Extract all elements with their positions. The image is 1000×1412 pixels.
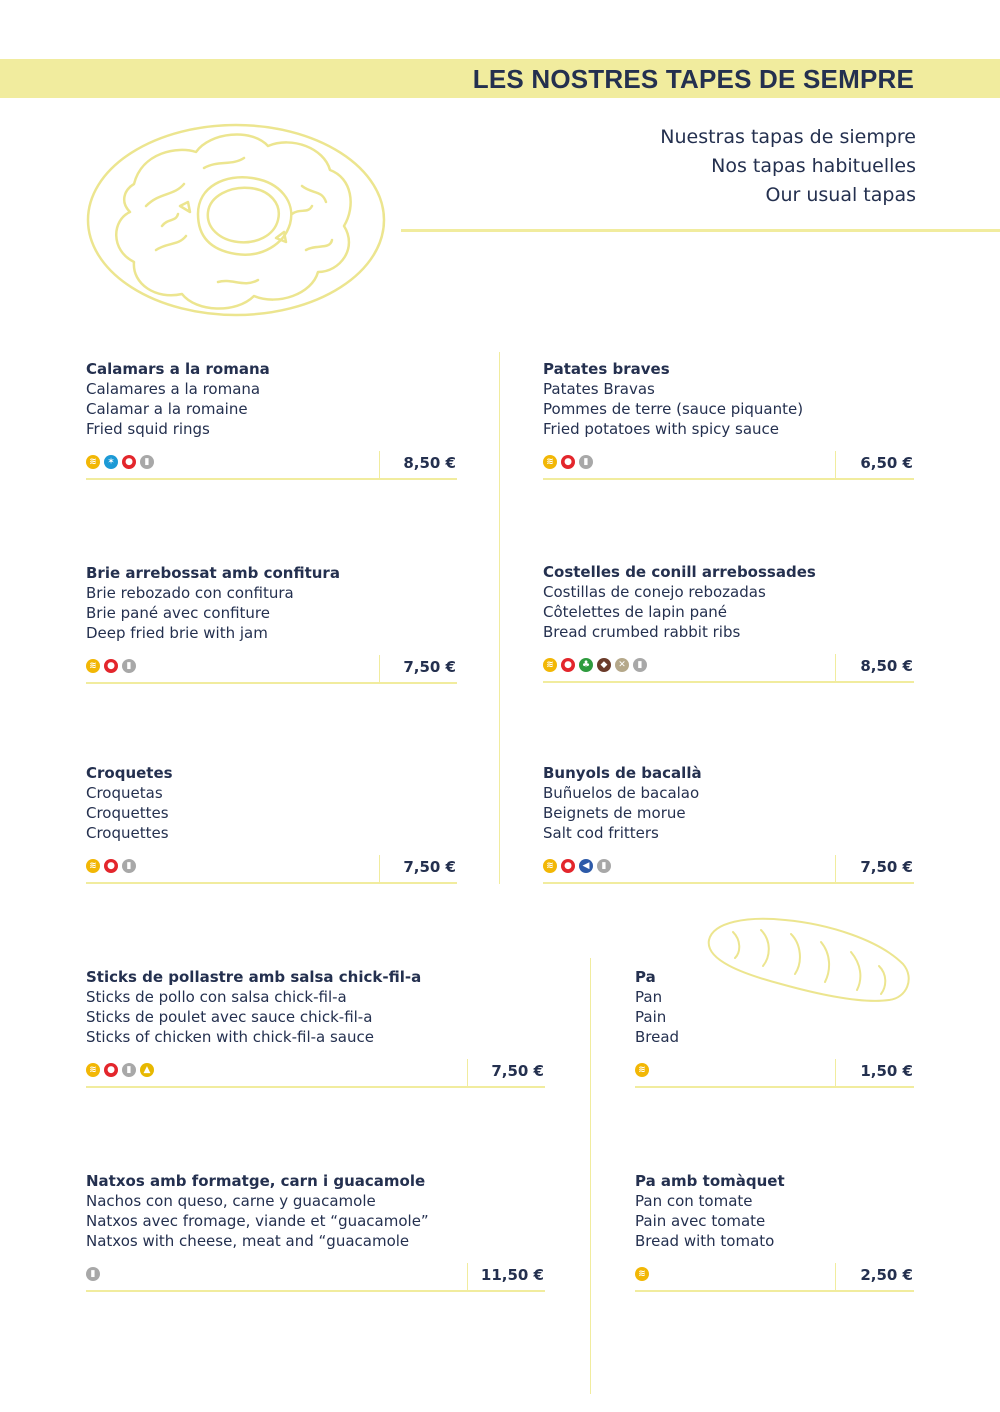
item-translation-es: Calamares a la romana (86, 380, 261, 398)
item-price: 8,50 € (860, 657, 913, 675)
egg-icon: ● (104, 659, 118, 673)
bread-illustration (703, 914, 913, 1006)
menu-item-pa-amb-tomaquet (635, 1171, 785, 1251)
milk-icon: ▮ (633, 658, 647, 672)
sulphites-icon: ▲ (140, 1063, 154, 1077)
item-underline (543, 478, 914, 480)
item-underline (86, 882, 457, 884)
item-translation-fr: Beignets de morue (543, 804, 686, 822)
item-name: Pa amb tomàquet (635, 1172, 785, 1190)
item-name: Pa (635, 968, 656, 986)
item-translation-en: Bread crumbed rabbit ribs (543, 623, 741, 641)
item-price: 1,50 € (860, 1062, 913, 1080)
gluten-icon: ≋ (86, 455, 100, 469)
menu-item-brie (86, 563, 340, 643)
egg-icon: ● (104, 1063, 118, 1077)
milk-icon: ▮ (122, 1063, 136, 1077)
menu-item-calamars (86, 359, 270, 439)
menu-item-croquetes (86, 763, 173, 843)
mustard-icon: ♣ (579, 658, 593, 672)
milk-icon: ▮ (122, 859, 136, 873)
item-name: Patates braves (543, 360, 670, 378)
item-translation-en: Salt cod fritters (543, 824, 659, 842)
item-translation-en: Bread (635, 1028, 680, 1046)
item-name: Sticks de pollastre amb salsa chick-fil-a (86, 968, 422, 986)
item-name: Croquetes (86, 764, 173, 782)
menu-item-costelles-conill (543, 562, 816, 642)
item-underline (86, 478, 457, 480)
allergen-list (635, 1063, 649, 1077)
item-price: 11,50 € (480, 1266, 544, 1284)
item-name: Calamars a la romana (86, 360, 270, 378)
milk-icon: ▮ (140, 455, 154, 469)
item-translation-es: Brie rebozado con confitura (86, 584, 294, 602)
item-translation-en: Natxos with cheese, meat and “guacamole (86, 1232, 410, 1250)
egg-icon: ● (104, 859, 118, 873)
item-translation-fr: Brie pané avec confiture (86, 604, 270, 622)
item-price: 2,50 € (860, 1266, 913, 1284)
item-translation-en: Fried squid rings (86, 420, 210, 438)
menu-item-natxos (86, 1171, 429, 1251)
subtitle-en: Our usual tapas (765, 184, 916, 206)
item-price: 7,50 € (403, 658, 456, 676)
fish-icon: ◀ (579, 859, 593, 873)
allergen-list (86, 1063, 154, 1077)
crustaceans-icon: ✶ (104, 455, 118, 469)
menu-item-sticks-pollastre (86, 967, 421, 1047)
item-translation-en: Sticks of chicken with chick-fil-a sauce (86, 1028, 374, 1046)
gluten-icon: ≋ (86, 1063, 100, 1077)
item-name: Bunyols de bacallà (543, 764, 702, 782)
gluten-icon: ≋ (543, 859, 557, 873)
allergen-list (543, 455, 593, 469)
page-title: LES NOSTRES TAPES DE SEMPRE (472, 64, 914, 94)
sesame-icon: ✕ (615, 658, 629, 672)
item-translation-en: Fried potatoes with spicy sauce (543, 420, 780, 438)
item-underline (543, 882, 914, 884)
column-divider-top (499, 352, 500, 884)
column-divider-bottom (590, 958, 591, 1394)
subtitle-es: Nuestras tapas de siempre (660, 126, 916, 148)
allergen-list (86, 659, 136, 673)
menu-item-bunyols-bacalla (543, 763, 702, 843)
item-price: 7,50 € (491, 1062, 544, 1080)
gluten-icon: ≋ (86, 859, 100, 873)
subtitle-block (660, 123, 916, 210)
allergen-list (86, 859, 136, 873)
item-translation-en: Deep fried brie with jam (86, 624, 268, 642)
milk-icon: ▮ (122, 659, 136, 673)
milk-icon: ▮ (579, 455, 593, 469)
item-translation-es: Pan (635, 988, 663, 1006)
soy-icon: ◆ (597, 658, 611, 672)
egg-icon: ● (561, 455, 575, 469)
gluten-icon: ≋ (543, 658, 557, 672)
gluten-icon: ≋ (86, 659, 100, 673)
item-translation-en: Bread with tomato (635, 1232, 775, 1250)
item-translation-es: Sticks de pollo con salsa chick-fil-a (86, 988, 347, 1006)
item-translation-fr: Pain (635, 1008, 667, 1026)
menu-item-pa (635, 967, 679, 1047)
allergen-list (86, 1267, 100, 1281)
item-translation-fr: Pommes de terre (sauce piquante) (543, 400, 804, 418)
item-translation-fr: Natxos avec fromage, viande et “guacamole” (86, 1212, 429, 1230)
gluten-icon: ≋ (543, 455, 557, 469)
gluten-icon: ≋ (635, 1267, 649, 1281)
egg-icon: ● (561, 658, 575, 672)
item-translation-es: Nachos con queso, carne y guacamole (86, 1192, 376, 1210)
item-underline (635, 1086, 914, 1088)
item-translation-es: Costillas de conejo rebozadas (543, 583, 766, 601)
item-underline (635, 1290, 914, 1292)
item-translation-fr: Sticks de poulet avec sauce chick-fil-a (86, 1008, 373, 1026)
calamari-plate-illustration (86, 122, 386, 318)
allergen-list (635, 1267, 649, 1281)
item-price: 6,50 € (860, 454, 913, 472)
gluten-icon: ≋ (635, 1063, 649, 1077)
allergen-list (543, 859, 611, 873)
item-translation-fr: Calamar a la romaine (86, 400, 248, 418)
egg-icon: ● (561, 859, 575, 873)
item-translation-es: Patates Bravas (543, 380, 655, 398)
item-name: Brie arrebossat amb confitura (86, 564, 340, 582)
item-translation-es: Pan con tomate (635, 1192, 753, 1210)
item-translation-fr: Pain avec tomate (635, 1212, 766, 1230)
item-translation-fr: Croquettes (86, 804, 169, 822)
menu-item-patates-braves (543, 359, 803, 439)
item-underline (86, 1290, 545, 1292)
item-price: 7,50 € (403, 858, 456, 876)
milk-icon: ▮ (86, 1267, 100, 1281)
header-divider (401, 229, 1000, 232)
item-price: 7,50 € (860, 858, 913, 876)
item-name: Costelles de conill arrebossades (543, 563, 816, 581)
item-name: Natxos amb formatge, carn i guacamole (86, 1172, 426, 1190)
allergen-list (86, 455, 154, 469)
item-translation-fr: Côtelettes de lapin pané (543, 603, 728, 621)
item-price: 8,50 € (403, 454, 456, 472)
subtitle-fr: Nos tapas habituelles (711, 155, 916, 177)
item-underline (543, 681, 914, 683)
item-underline (86, 682, 457, 684)
item-underline (86, 1086, 545, 1088)
item-translation-es: Croquetas (86, 784, 163, 802)
item-translation-en: Croquettes (86, 824, 169, 842)
milk-icon: ▮ (597, 859, 611, 873)
item-translation-es: Buñuelos de bacalao (543, 784, 700, 802)
egg-icon: ● (122, 455, 136, 469)
allergen-list (543, 658, 647, 672)
